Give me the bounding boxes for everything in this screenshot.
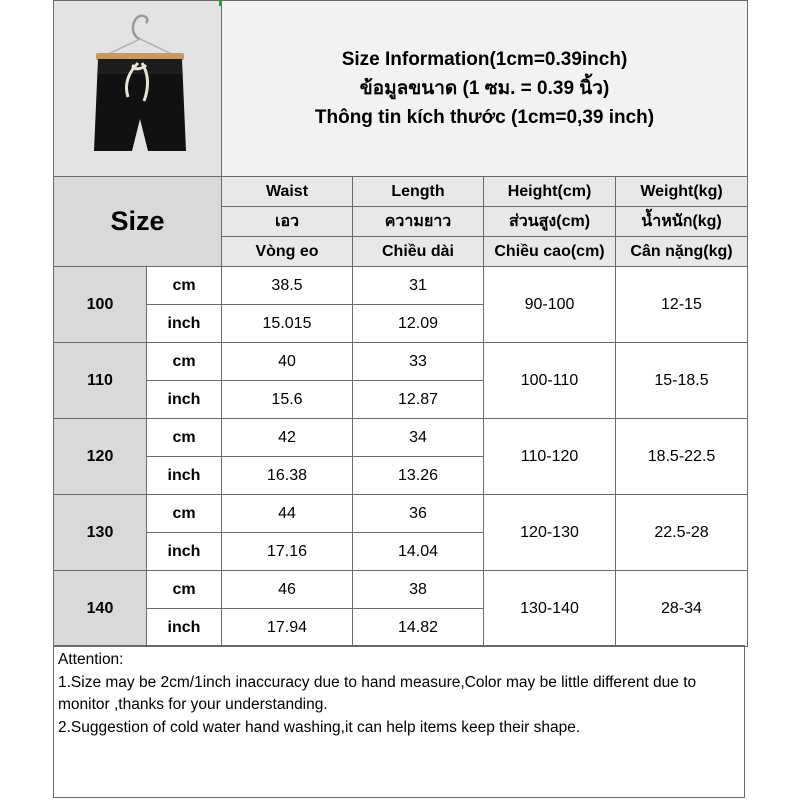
title-vi: Thông tin kích thước (1cm=0,39 inch) (314, 107, 655, 128)
col-weight-en: Weight(kg) (616, 177, 748, 207)
col-length-th: ความยาว (353, 207, 484, 237)
length-cm-140: 38 (353, 571, 484, 609)
height-140: 130-140 (484, 571, 616, 647)
height-100: 90-100 (484, 267, 616, 343)
length-cm-120: 34 (353, 419, 484, 457)
notes-line-2: 2.Suggestion of cold water hand washing,it can help items keep their shape. (58, 718, 581, 736)
col-height-th: ส่วนสูง(cm) (484, 207, 616, 237)
waist-inch-110: 15.6 (222, 381, 353, 419)
height-120: 110-120 (484, 419, 616, 495)
product-photo (54, 1, 222, 177)
unit-inch: inch (147, 457, 222, 495)
unit-inch: inch (147, 305, 222, 343)
unit-cm: cm (147, 267, 222, 305)
size-info-title (222, 1, 748, 177)
col-waist-en: Waist (222, 177, 353, 207)
length-inch-130: 14.04 (353, 533, 484, 571)
title-en: Size Information(1cm=0.39inch) (341, 49, 628, 70)
height-110: 100-110 (484, 343, 616, 419)
unit-cm: cm (147, 495, 222, 533)
size-140-label: 140 (54, 571, 147, 647)
waist-cm-110: 40 (222, 343, 353, 381)
waist-inch-140: 17.94 (222, 609, 353, 647)
col-weight-th: น้ำหนัก(kg) (616, 207, 748, 237)
waist-cm-140: 46 (222, 571, 353, 609)
unit-cm: cm (147, 571, 222, 609)
col-length-en: Length (353, 177, 484, 207)
unit-inch: inch (147, 533, 222, 571)
length-inch-140: 14.82 (353, 609, 484, 647)
col-height-vi: Chiều cao(cm) (484, 237, 616, 267)
length-inch-110: 12.87 (353, 381, 484, 419)
col-waist-th: เอว (222, 207, 353, 237)
size-chart-table (53, 0, 748, 647)
unit-inch: inch (147, 609, 222, 647)
waist-cm-130: 44 (222, 495, 353, 533)
weight-140: 28-34 (616, 571, 748, 647)
col-length-vi: Chiều dài (353, 237, 484, 267)
size-130-label: 130 (54, 495, 147, 571)
waist-cm-120: 42 (222, 419, 353, 457)
size-header: Size (54, 177, 222, 267)
corner-marker (219, 0, 222, 6)
notes-heading: Attention: (58, 651, 124, 668)
length-cm-100: 31 (353, 267, 484, 305)
weight-100: 12-15 (616, 267, 748, 343)
weight-110: 15-18.5 (616, 343, 748, 419)
waist-cm-100: 38.5 (222, 267, 353, 305)
size-120-label: 120 (54, 419, 147, 495)
unit-cm: cm (147, 343, 222, 381)
unit-inch: inch (147, 381, 222, 419)
size-100-label: 100 (54, 267, 147, 343)
height-130: 120-130 (484, 495, 616, 571)
shorts-on-hanger-icon (58, 1, 218, 171)
attention-notes (53, 645, 745, 798)
length-cm-110: 33 (353, 343, 484, 381)
unit-cm: cm (147, 419, 222, 457)
col-weight-vi: Cân nặng(kg) (616, 237, 748, 267)
weight-120: 18.5-22.5 (616, 419, 748, 495)
length-inch-100: 12.09 (353, 305, 484, 343)
title-th: ข้อมูลขนาด (1 ซม. = 0.39 นิ้ว) (359, 78, 610, 99)
length-inch-120: 13.26 (353, 457, 484, 495)
waist-inch-120: 16.38 (222, 457, 353, 495)
notes-line-1: 1.Size may be 2cm/1inch inaccuracy due to hand measure,Color may be little different due to monitor ,thanks for your understanding. (58, 673, 697, 713)
col-waist-vi: Vòng eo (222, 237, 353, 267)
col-height-en: Height(cm) (484, 177, 616, 207)
waist-inch-130: 17.16 (222, 533, 353, 571)
size-110-label: 110 (54, 343, 147, 419)
waist-inch-100: 15.015 (222, 305, 353, 343)
length-cm-130: 36 (353, 495, 484, 533)
weight-130: 22.5-28 (616, 495, 748, 571)
